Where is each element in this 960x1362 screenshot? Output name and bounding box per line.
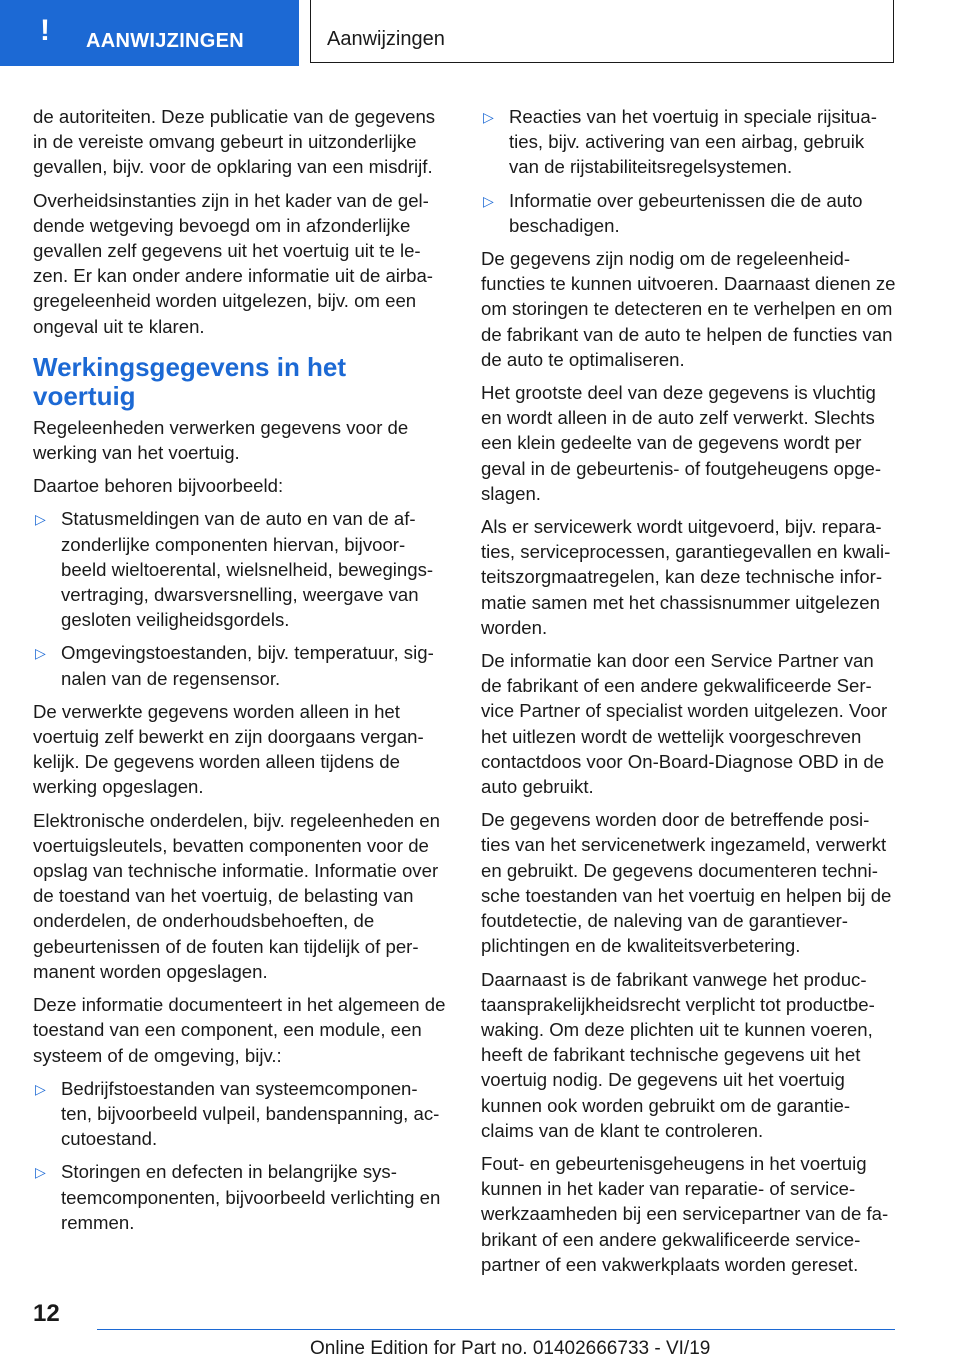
page-number: 12 [33,1300,60,1327]
paragraph: Overheidsinstanties zijn in het kader van de gel-dende wetgeving bevoegd om in afzonderlijke gevallen zelf gegevens uit het voertuig uit te le-zen. Er kan onder andere informatie uit de airba-gregeleenheid worden uitgelezen, bijv. om een ongeval uit te klaren. [33,189,433,337]
triangle-right-icon: ▷ [35,645,46,662]
paragraph: Daarnaast is de fabrikant vanwege het produc-taansprakelijkheidsrecht verplicht tot productbe-waking. Om deze plichten uit te kunnen voeren, heeft de fabrikant technische gegevens uit het voertuig nodig. De gegevens uit het voertuig kunnen ook worden gebruikt om de garantie-claims van de klant te controleren. [481,968,875,1141]
list-item [33,506,448,632]
section-heading: Werkingsgegevens in het voertuig [33,351,347,411]
list-item [481,188,896,238]
list-item-text: Informatie over gebeurtenissen die de auto beschadigen. [509,189,863,236]
paragraph: De gegevens worden door de betreffende posi-ties van het servicenetwerk ingezameld, verwerkt en gebruikt. De gegevens documenteren techni-sche toestanden van het voertuig en helpen bij de foutdetectie, de naleving van de garantiever-plichtingen en de kwaliteitsverbetering. [481,809,892,957]
section-title: AANWIJZINGEN [86,30,245,52]
paragraph: Daartoe behoren bijvoorbeeld: [33,475,284,497]
list-item-text: Storingen en defecten in belangrijke sys-teemcomponenten, bijvoorbeeld verlichting en remmen. [61,1161,441,1233]
footer-divider [97,1329,895,1330]
paragraph: Deze informatie documenteert in het algemeen de toestand van een component, een module, een systeem of de omgeving, bijv.: [33,994,446,1066]
paragraph: De gegevens zijn nodig om de regeleenheid-functies te kunnen uitvoeren. Daarnaast dienen ze om storingen te detecteren en te verhelpen en om de fabrikant van de auto te helpen de functies van de auto te optimaliseren. [481,248,896,370]
exclamation-icon: ! [40,14,50,47]
triangle-right-icon: ▷ [35,1164,46,1181]
triangle-right-icon: ▷ [483,109,494,125]
page-header [0,0,960,66]
paragraph: De verwerkte gegevens worden alleen in het voertuig zelf bewerkt en zijn doorgaans vergan-kelijk. De gegevens worden alleen tijdens de werking opgeslagen. [33,700,424,798]
list-item-text: Omgevingstoestanden, bijv. temperatuur, sig-nalen van de regensensor. [61,642,434,689]
list-item-text: Bedrijfstoestanden van systeemcomponen-ten, bijvoorbeeld vulpeil, bandenspanning, ac-cutoestand. [61,1077,440,1150]
list-item-text: Statusmeldingen van de auto en van de af-zonderlijke componenten hiervan, bijvoor-beeld wieltoerental, wielsnelheid, bewegings-vertraging, dwarsversnelling, weergave van gesloten veiligheidsgordels. [61,508,434,631]
paragraph: Fout- en gebeurtenisgeheugens in het voertuig kunnen in het kader van reparatie- of service-werkzaamheden bij een servicepartner van de fa-brikant of een andere gekwalificeerde service-partner of een vakwerkplaats worden gereset. [481,1152,889,1275]
list-item [33,1159,448,1235]
paragraph: Als er servicewerk wordt uitgevoerd, bijv. repara-ties, serviceprocessen, garantiegevallen en kwali-teitszorgmaatregelen, kan deze technische infor-matie samen met het chassisnummer uitgelezen worden. [481,516,891,638]
triangle-right-icon: ▷ [483,192,494,209]
footer-edition: Online Edition for Part no. 01402666733 - VI/19 [310,1338,711,1359]
list-item-text: Reacties van het voertuig in speciale rijsitua-ties, bijv. activering van een airbag, gebruik van de rijstabiliteitsregelsystemen. [509,106,877,178]
list-item [481,104,896,180]
breadcrumb: Aanwijzingen [327,28,445,50]
paragraph: Elektronische onderdelen, bijv. regeleenheden en voertuigsleutels, bevatten componenten voor de opslag van technische informatie. Informatie over de toestand van het voertuig, de belasting van onderdelen, de onderhoudsbehoeften, de gebeurtenissen of de fouten kan tijdelijk of per-manent worden opgeslagen. [33,809,440,982]
left-column [33,104,448,1243]
paragraph: Regeleenheden verwerken gegevens voor de werking van het voertuig. [33,416,409,464]
list-item [33,640,448,690]
section-tab [0,0,299,66]
list-item [33,1076,448,1152]
triangle-right-icon: ▷ [35,511,46,528]
breadcrumb-box [310,0,894,63]
paragraph: De informatie kan door een Service Partner van de fabrikant of een andere gekwalificeerde Ser-vice Partner of specialist worden uitgelezen. Voor het uitlezen wordt de wettelijk voorgeschreven contactdoos voor On-Board-Diagnose OBD in de auto gebruikt. [481,650,888,798]
paragraph: de autoriteiten. Deze publicatie van de gegevens in de vereiste omvang gebeurt in uitzonderlijke gevallen, bijv. voor de opklaring van een misdrijf. [33,106,436,178]
paragraph: Het grootste deel van deze gegevens is vluchtig en wordt alleen in de auto zelf verwerkt. Slechts een klein gedeelte van de gegevens wordt per geval in de gebeurtenis- of foutgeheugens opge-slagen. [481,382,882,504]
triangle-right-icon: ▷ [35,1080,46,1097]
right-column [481,104,896,1285]
